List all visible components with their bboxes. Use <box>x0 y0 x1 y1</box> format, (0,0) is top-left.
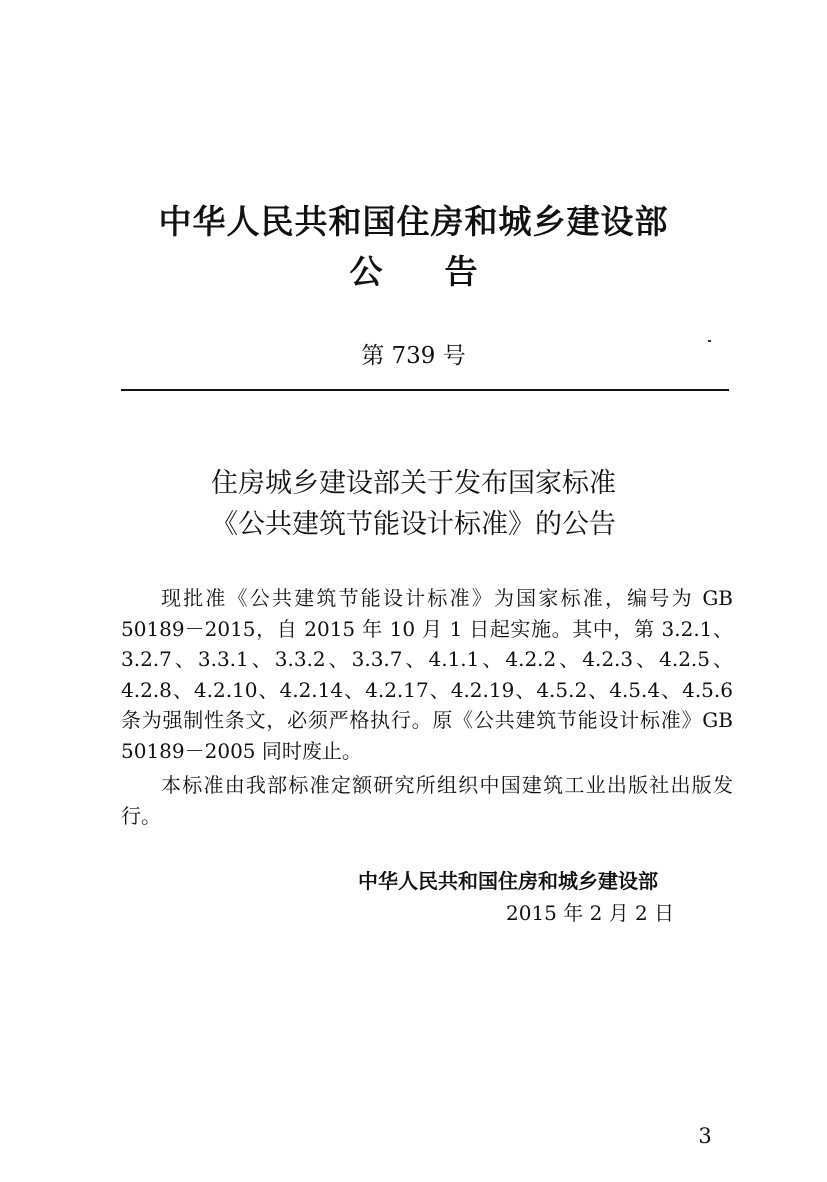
body-paragraph-2: 本标准由我部标准定额研究所组织中国建筑工业出版社出版发行。 <box>121 773 733 828</box>
document-type-char-1: 公 <box>349 252 383 291</box>
document-type-title <box>0 250 827 294</box>
issuer-title: 中华人民共和国住房和城乡建设部 <box>158 202 669 241</box>
announcement-title-line-1: 住房城乡建设部关于发布国家标准 <box>211 468 616 499</box>
header-divider <box>121 389 729 391</box>
announcement-title-line-2: 《公共建筑节能设计标准》的公告 <box>211 509 616 540</box>
document-type-char-2: 告 <box>444 252 478 291</box>
page-number: 3 <box>698 1124 712 1148</box>
signature-organization: 中华人民共和国住房和城乡建设部 <box>358 869 658 893</box>
body-paragraph-1: 现批准《公共建筑节能设计标准》为国家标准，编号为 GB 50189－2015，自 2015 年 10 月 1 日起实施。其中，第 3.2.1、3.2.7、3.3.1、3.3.2、3.3.7、4.1.1、4.2.2、4.2.3、4.2.5、4.2.8、4.2.10、4.2.14、4.2.17、4.2.19、4.5.2、4.5.4、4.5.6 条为强制性条文，必须严格执行。原《公共建筑节能设计标准》GB 50189－2005 同时废止。 <box>121 586 733 763</box>
signature-date: 2015 年 2 月 2 日 <box>506 901 675 925</box>
document-number: 第 739 号 <box>361 343 466 369</box>
